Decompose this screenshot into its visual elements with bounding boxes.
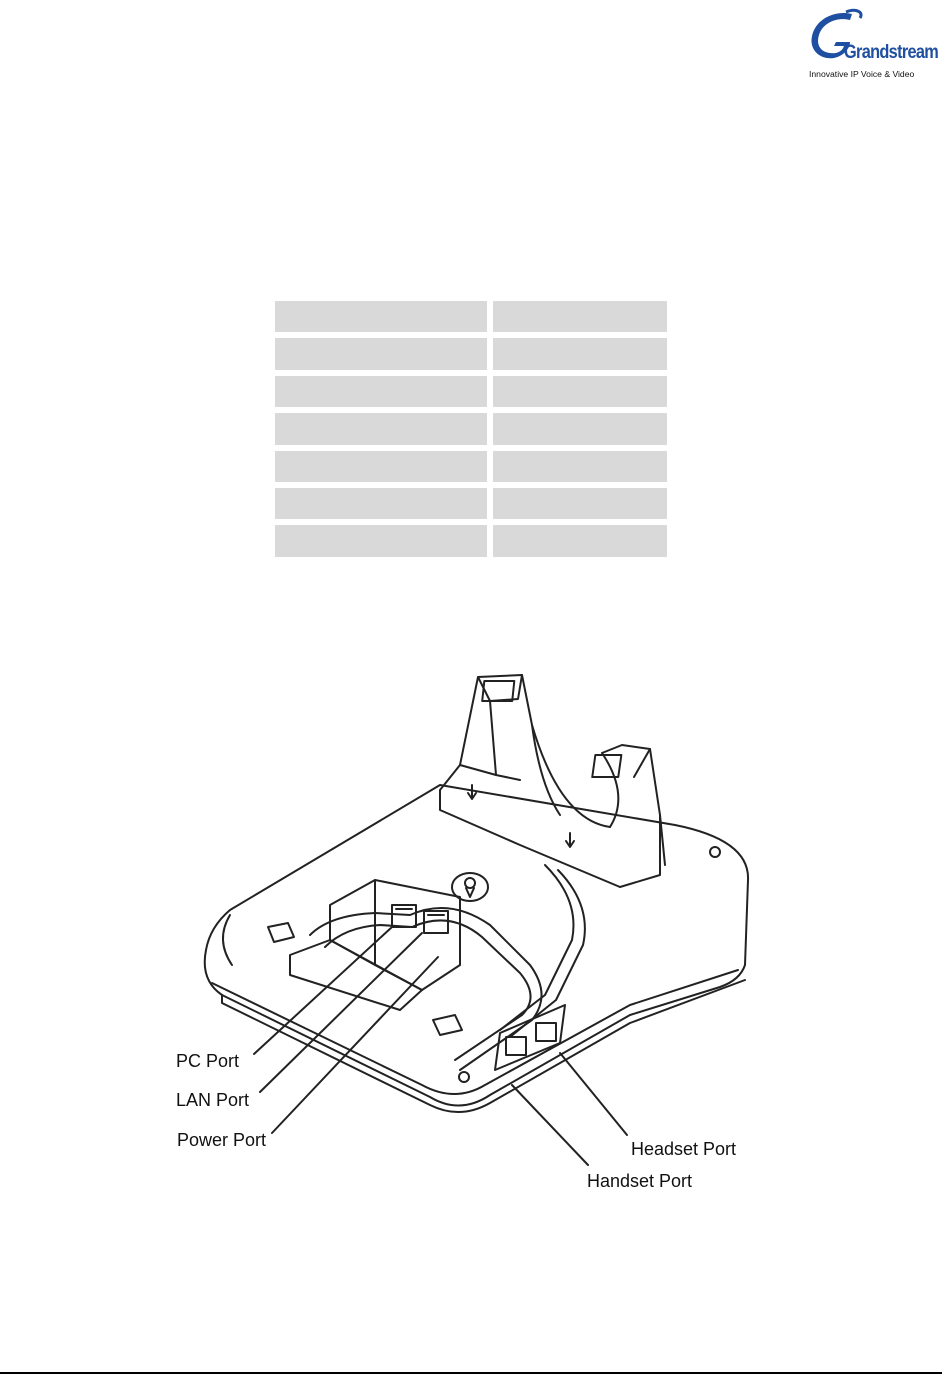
- table-cell: [493, 376, 667, 407]
- logo-wordmark: Grandstream: [844, 42, 939, 63]
- footer-rule: [0, 1372, 942, 1374]
- grandstream-logo: [806, 8, 939, 80]
- package-contents-table: [275, 301, 667, 563]
- table-row: [275, 525, 667, 556]
- table-row: [275, 338, 667, 369]
- table-cell: [493, 451, 667, 482]
- table-row: [275, 488, 667, 519]
- table-row: [275, 451, 667, 482]
- phone-back-diagram: [160, 665, 760, 1210]
- table-cell: [275, 301, 487, 332]
- headset-port-label: Headset Port: [631, 1139, 737, 1159]
- table-cell: [493, 338, 667, 369]
- power-port-label: Power Port: [177, 1130, 267, 1150]
- table-cell: [275, 525, 487, 556]
- handset-port-label: Handset Port: [587, 1171, 693, 1191]
- table-cell: [493, 301, 667, 332]
- phone-base-illustration: [160, 665, 760, 1205]
- table-row: [275, 301, 667, 332]
- table-row: [275, 376, 667, 407]
- lan-port-label: LAN Port: [176, 1090, 250, 1110]
- table-cell: [493, 413, 667, 444]
- table-cell: [275, 451, 487, 482]
- table-cell: [275, 413, 487, 444]
- logo-tagline: Innovative IP Voice & Video: [809, 69, 915, 79]
- table-cell: [493, 525, 667, 556]
- table-cell: [275, 338, 487, 369]
- table-cell: [275, 488, 487, 519]
- table-cell: [275, 376, 487, 407]
- table-cell: [493, 488, 667, 519]
- table-row: [275, 413, 667, 444]
- pc-port-label: PC Port: [176, 1051, 240, 1071]
